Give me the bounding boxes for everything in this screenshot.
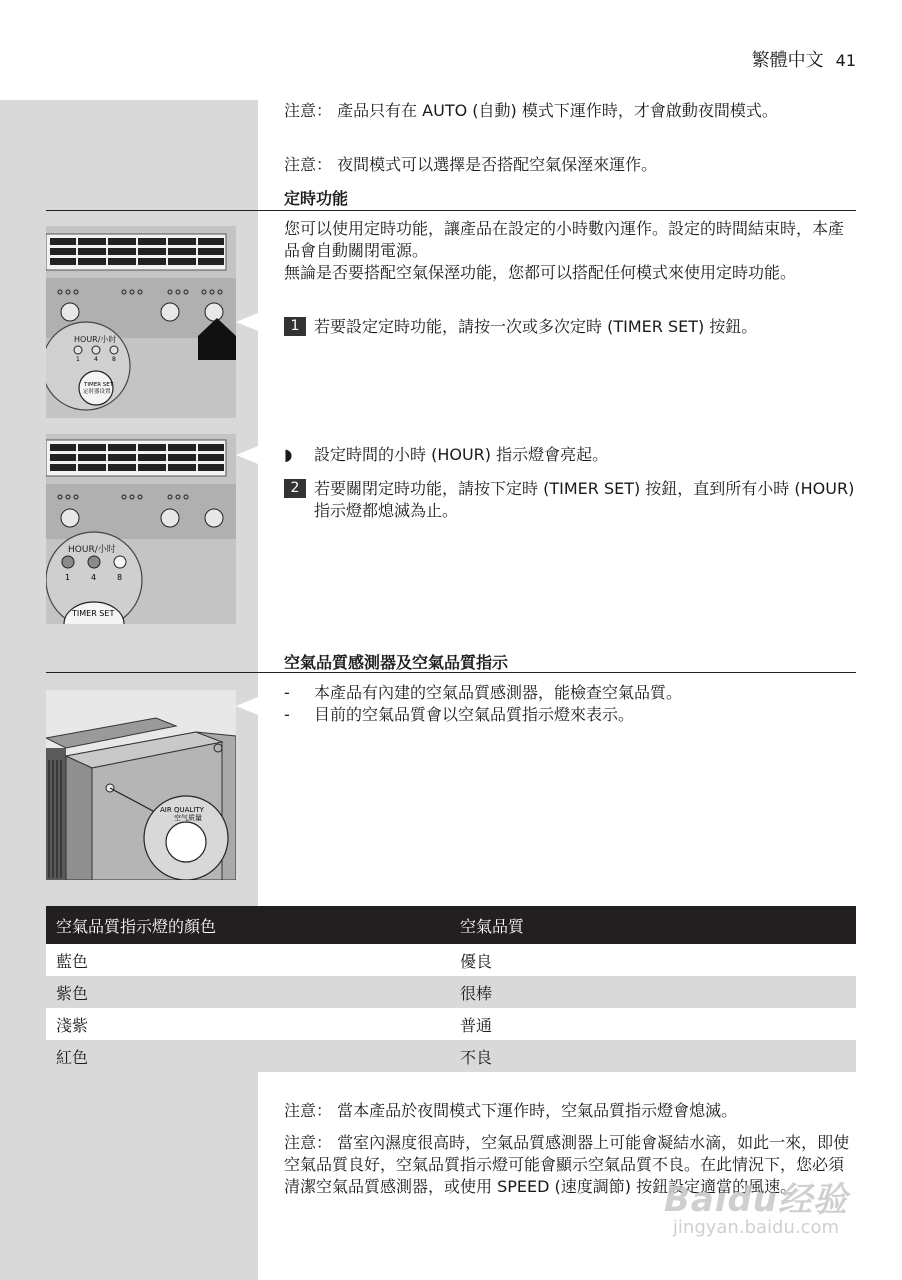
hour-1: 1 bbox=[76, 356, 80, 363]
step-number: 1 bbox=[284, 317, 306, 336]
timer-bullet bbox=[284, 444, 856, 466]
table-cell-quality: 優良 bbox=[450, 944, 856, 976]
air-quality-illustration bbox=[46, 690, 236, 880]
hour-label: HOUR/小时 bbox=[74, 335, 117, 344]
page-number: 41 bbox=[835, 51, 856, 70]
table-header-row bbox=[46, 906, 856, 944]
hour-4: 4 bbox=[91, 573, 97, 582]
table-row bbox=[46, 976, 856, 1008]
table-cell-color: 紅色 bbox=[46, 1040, 450, 1072]
timer-set-label-cn: 定时器设置 bbox=[83, 389, 111, 395]
timer-intro-2: 無論是否要搭配空氣保溼功能，您都可以搭配任何模式來使用定時功能。 bbox=[284, 263, 797, 282]
air-quality-heading: 空氣品質感測器及空氣品質指示 bbox=[284, 653, 509, 672]
callout-pointer bbox=[236, 697, 258, 715]
page-header bbox=[752, 46, 856, 72]
air-quality-heading-rule bbox=[46, 672, 856, 673]
watermark bbox=[664, 1172, 848, 1238]
header-language: 繁體中文 bbox=[751, 50, 824, 71]
item-text: 目前的空氣品質會以空氣品質指示燈來表示。 bbox=[314, 705, 635, 724]
watermark-logo-text: Baidu经验 bbox=[663, 1180, 848, 1220]
timer-set-label: TIMER SET bbox=[72, 609, 115, 618]
table-cell-color: 紫色 bbox=[46, 976, 450, 1008]
timer-set-label: TIMER SET bbox=[84, 382, 114, 388]
timer-step-1 bbox=[284, 316, 856, 338]
hour-4: 4 bbox=[94, 356, 98, 363]
callout-pointer bbox=[236, 313, 258, 331]
watermark-url: jingyan.baidu.com bbox=[672, 1217, 840, 1238]
note-night-mode-humidify: 注意： 夜間模式可以選擇是否搭配空氣保溼來運作。 bbox=[284, 155, 658, 174]
timer-step-2 bbox=[284, 478, 856, 522]
dash-marker: - bbox=[284, 683, 290, 702]
timer-heading-rule bbox=[46, 210, 856, 211]
table-cell-quality: 很棒 bbox=[450, 976, 856, 1008]
table-cell-color: 淺紫 bbox=[46, 1008, 450, 1040]
table-row bbox=[46, 1008, 856, 1040]
table-header-color: 空氣品質指示燈的顏色 bbox=[46, 906, 450, 944]
bullet-icon: ◗ bbox=[284, 445, 293, 464]
hour-1: 1 bbox=[65, 573, 71, 582]
table-header-quality: 空氣品質 bbox=[450, 906, 856, 944]
table-cell-quality: 不良 bbox=[450, 1040, 856, 1072]
table-cell-color: 藍色 bbox=[46, 944, 450, 976]
table-cell-quality: 普通 bbox=[450, 1008, 856, 1040]
table-row bbox=[46, 1040, 856, 1072]
air-quality-label-cn: 空气质量 bbox=[174, 814, 202, 822]
timer-heading: 定時功能 bbox=[284, 189, 349, 208]
note-night-mode-auto: 注意： 產品只有在 AUTO (自動) 模式下運作時，才會啟動夜間模式。 bbox=[284, 101, 778, 120]
hour-8: 8 bbox=[112, 356, 116, 363]
table-row bbox=[46, 944, 856, 976]
callout-pointer bbox=[236, 446, 258, 464]
bullet-text: 設定時間的小時 (HOUR) 指示燈會亮起。 bbox=[314, 445, 609, 464]
step-text: 若要關閉定時功能，請按下定時 (TIMER SET) 按鈕，直到所有小時 (HOUR) 指示燈都熄滅為止。 bbox=[314, 479, 855, 520]
step-number: 2 bbox=[284, 479, 306, 498]
air-quality-table bbox=[46, 906, 856, 1072]
air-quality-item-2 bbox=[284, 704, 856, 726]
timer-intro: 您可以使用定時功能，讓產品在設定的小時數內運作。設定的時間結束時，本產品會自動關閉電源。 bbox=[284, 219, 845, 260]
air-quality-label: AIR QUALITY bbox=[160, 806, 204, 814]
step-text: 若要設定定時功能，請按一次或多次定時 (TIMER SET) 按鈕。 bbox=[314, 317, 758, 336]
note-night-mode-indicator: 注意： 當本產品於夜間模式下運作時，空氣品質指示燈會熄滅。 bbox=[284, 1101, 738, 1120]
dash-marker: - bbox=[284, 705, 290, 724]
hour-label: HOUR/小时 bbox=[68, 545, 116, 555]
air-quality-item-1 bbox=[284, 682, 856, 704]
hour-8: 8 bbox=[117, 573, 123, 582]
item-text: 本產品有內建的空氣品質感測器，能檢查空氣品質。 bbox=[314, 683, 683, 702]
timer-panel-illustration-1 bbox=[46, 226, 236, 418]
timer-panel-illustration-2 bbox=[46, 434, 236, 624]
note-humidity-sensor: 注意： 當室內濕度很高時，空氣品質感測器上可能會凝結水滴，如此一來，即使空氣品質良好，空氣品質指示燈可能會顯示空氣品質不良。在此情況下，您必須清潔空氣品質感測器，或使用 SPEED (速度調節) 按鈕設定適當的風速。 bbox=[284, 1133, 850, 1196]
